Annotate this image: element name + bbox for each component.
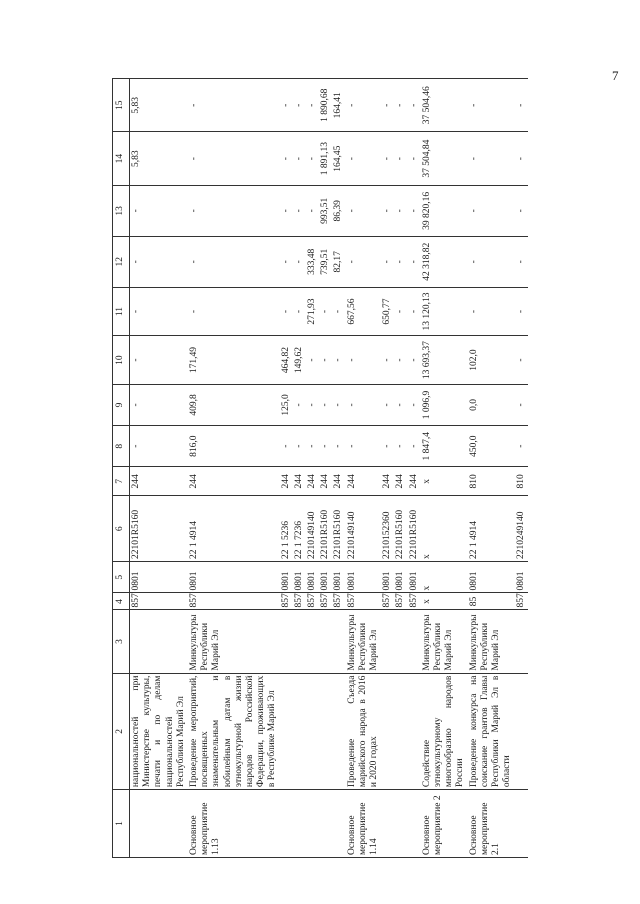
table-cell: - xyxy=(332,336,345,385)
table-cell: национальностей при Министерстве культуры, печати и по делам национальностей Республики Марий Эл xyxy=(130,673,189,789)
table-cell: 650,77 xyxy=(381,287,394,336)
table-cell: - xyxy=(306,384,319,425)
table-cell: - xyxy=(515,79,528,132)
table-cell: - xyxy=(188,236,280,287)
table-cell: - xyxy=(306,185,319,236)
table-cell: - xyxy=(394,336,407,385)
table-cell xyxy=(280,673,293,789)
table-cell: - xyxy=(280,185,293,236)
table-cell: - xyxy=(188,79,280,132)
table-cell xyxy=(130,610,189,673)
table-cell: - xyxy=(280,132,293,185)
table-cell: 171,49 xyxy=(188,336,280,385)
table-cell: - xyxy=(515,185,528,236)
table-cell: 2210152360 xyxy=(381,496,394,562)
table-cell: 857 xyxy=(280,593,293,610)
table-cell: - xyxy=(515,236,528,287)
table-cell: 149,62 xyxy=(293,336,306,385)
column-header: 1 xyxy=(113,790,130,858)
table-cell xyxy=(280,790,293,858)
table-cell: - xyxy=(293,384,306,425)
table-cell: - xyxy=(130,336,189,385)
table-cell xyxy=(515,673,528,789)
table-cell: 0801 xyxy=(515,561,528,593)
table-body xyxy=(130,79,528,858)
table-cell: 271,93 xyxy=(306,287,319,336)
table-cell: 0801 xyxy=(381,561,394,593)
table-cell xyxy=(381,610,394,673)
table-cell: - xyxy=(468,132,515,185)
table-cell: 857 xyxy=(515,593,528,610)
table-cell: - xyxy=(515,132,528,185)
table-cell: - xyxy=(394,236,407,287)
table-cell: 22101R5160 xyxy=(319,496,332,562)
table-cell: 0801 xyxy=(306,561,319,593)
table-cell: 0801 xyxy=(408,561,421,593)
table-cell: Основное мероприятие 2.1 xyxy=(468,790,515,858)
table-cell: - xyxy=(468,79,515,132)
table-cell: - xyxy=(293,79,306,132)
table-cell: 22 1 4914 xyxy=(188,496,280,562)
table-cell: - xyxy=(515,384,528,425)
column-header: 4 xyxy=(113,593,130,610)
table-cell: 13 120,13 xyxy=(421,287,468,336)
table-cell: - xyxy=(319,384,332,425)
table-cell: - xyxy=(408,236,421,287)
table-cell: 0801 xyxy=(188,561,280,593)
table-cell: - xyxy=(515,426,528,467)
table-cell: 0801 xyxy=(130,561,189,593)
table-cell: Минкультуры Республики Марий Эл xyxy=(346,610,382,673)
table-cell: 667,56 xyxy=(346,287,382,336)
table-cell: 244 xyxy=(130,467,189,496)
table-cell: Проведение Съезда марийского народа в 2016 и 2020 годах xyxy=(346,673,382,789)
table-cell: - xyxy=(319,287,332,336)
table-cell xyxy=(394,610,407,673)
table-cell: - xyxy=(293,287,306,336)
table-cell: 409,8 xyxy=(188,384,280,425)
table-cell: Содействие этнокультурному многообразию народов России xyxy=(421,673,468,789)
table-cell: 244 xyxy=(319,467,332,496)
table-cell xyxy=(293,790,306,858)
table-cell: - xyxy=(306,79,319,132)
table-cell xyxy=(332,790,345,858)
table-cell: 244 xyxy=(306,467,319,496)
table-cell: Основное мероприятие 2 xyxy=(421,790,468,858)
table-cell: - xyxy=(332,384,345,425)
table-cell: - xyxy=(381,336,394,385)
table-cell: - xyxy=(280,236,293,287)
table-cell xyxy=(280,610,293,673)
table-cell: - xyxy=(408,287,421,336)
table-cell: - xyxy=(293,132,306,185)
table-cell xyxy=(306,610,319,673)
table-cell: - xyxy=(468,185,515,236)
table-cell: - xyxy=(515,287,528,336)
table-cell: 810 xyxy=(468,467,515,496)
table-cell xyxy=(408,673,421,789)
table-cell: 37 504,84 xyxy=(421,132,468,185)
table-cell: 85 xyxy=(468,593,515,610)
column-header: 9 xyxy=(113,384,130,425)
table-cell: 993,51 xyxy=(319,185,332,236)
table-cell: - xyxy=(394,287,407,336)
table-cell: 244 xyxy=(346,467,382,496)
table-cell: 22 1 4914 xyxy=(468,496,515,562)
table-cell: 739,51 xyxy=(319,236,332,287)
table-cell xyxy=(319,610,332,673)
table-cell: 244 xyxy=(408,467,421,496)
table-cell: 2210149140 xyxy=(346,496,382,562)
column-header: 15 xyxy=(113,79,130,132)
column-header: 10 xyxy=(113,336,130,385)
table-cell: - xyxy=(408,384,421,425)
table-cell: - xyxy=(306,336,319,385)
table-cell xyxy=(332,610,345,673)
table-cell: - xyxy=(515,336,528,385)
table-cell: x xyxy=(421,496,468,562)
table-cell: 5,83 xyxy=(130,132,189,185)
column-header: 2 xyxy=(113,673,130,789)
table-cell: 857 xyxy=(306,593,319,610)
table-cell: Минкультуры Республики Марий Эл xyxy=(468,610,515,673)
table-cell xyxy=(408,790,421,858)
table-cell: - xyxy=(280,426,293,467)
table-cell: 816,0 xyxy=(188,426,280,467)
column-header: 8 xyxy=(113,426,130,467)
budget-table xyxy=(112,78,528,858)
table-cell: 857 xyxy=(319,593,332,610)
table-cell: Минкультуры Республики Марий Эл xyxy=(421,610,468,673)
table-cell: 857 xyxy=(346,593,382,610)
table-cell xyxy=(381,673,394,789)
table-cell: - xyxy=(130,287,189,336)
table-cell: 1 847,4 xyxy=(421,426,468,467)
table-cell: 37 504,46 xyxy=(421,79,468,132)
table-cell: 22 1 7236 xyxy=(293,496,306,562)
table-cell: - xyxy=(130,426,189,467)
table-cell: 125,0 xyxy=(280,384,293,425)
table-cell xyxy=(381,790,394,858)
table-cell: 22101R5160 xyxy=(394,496,407,562)
table-cell: - xyxy=(381,185,394,236)
table-cell: - xyxy=(394,185,407,236)
table-cell: - xyxy=(346,236,382,287)
column-header: 6 xyxy=(113,496,130,562)
table-cell: 1 890,68 xyxy=(319,79,332,132)
table-cell: - xyxy=(319,426,332,467)
table-cell xyxy=(130,790,189,858)
table-cell: 857 xyxy=(408,593,421,610)
table-cell xyxy=(293,673,306,789)
table-cell: 244 xyxy=(280,467,293,496)
table-cell: - xyxy=(332,426,345,467)
page-number: 7 xyxy=(612,68,619,83)
column-header: 11 xyxy=(113,287,130,336)
table-cell: - xyxy=(381,236,394,287)
table-cell xyxy=(319,790,332,858)
table-cell: 857 xyxy=(293,593,306,610)
table-cell: - xyxy=(381,79,394,132)
table-cell xyxy=(394,790,407,858)
table-cell: - xyxy=(408,426,421,467)
table-cell: Основное мероприятие 1.13 xyxy=(188,790,280,858)
table-cell: - xyxy=(381,384,394,425)
table-cell: - xyxy=(306,132,319,185)
table-cell: - xyxy=(394,426,407,467)
table-cell xyxy=(394,673,407,789)
table-cell: - xyxy=(381,132,394,185)
table-cell: 82,17 xyxy=(332,236,345,287)
table-cell: 22101R5160 xyxy=(408,496,421,562)
table-cell: Минкультуры Республики Марий Эл xyxy=(188,610,280,673)
table-cell: - xyxy=(293,236,306,287)
column-header: 14 xyxy=(113,132,130,185)
table-cell: - xyxy=(408,336,421,385)
table-cell: 42 318,82 xyxy=(421,236,468,287)
column-header: 5 xyxy=(113,561,130,593)
table-cell xyxy=(306,790,319,858)
table-cell: 857 xyxy=(394,593,407,610)
table-cell: 13 693,37 xyxy=(421,336,468,385)
table-cell: 164,45 xyxy=(332,132,345,185)
table-cell xyxy=(319,673,332,789)
table-cell: 0801 xyxy=(319,561,332,593)
table-cell: 857 xyxy=(130,593,189,610)
table-cell: 0801 xyxy=(468,561,515,593)
rotated-table-wrapper xyxy=(112,78,632,858)
table-cell: x xyxy=(421,467,468,496)
table-cell: 857 xyxy=(332,593,345,610)
table-cell: 810 xyxy=(515,467,528,496)
table-cell xyxy=(306,673,319,789)
table-cell: - xyxy=(346,336,382,385)
table-cell: 1 096,9 xyxy=(421,384,468,425)
table-cell: - xyxy=(319,336,332,385)
table-cell: - xyxy=(346,132,382,185)
table-cell: - xyxy=(188,132,280,185)
table-cell: 22 1 5236 xyxy=(280,496,293,562)
table-cell: x xyxy=(421,593,468,610)
table-cell: 244 xyxy=(394,467,407,496)
table-cell: 0801 xyxy=(280,561,293,593)
table-cell xyxy=(332,673,345,789)
table-cell: 164,41 xyxy=(332,79,345,132)
table-cell: - xyxy=(346,185,382,236)
table-cell: 0801 xyxy=(293,561,306,593)
table-cell: - xyxy=(188,185,280,236)
table-cell: 857 xyxy=(381,593,394,610)
column-header: 3 xyxy=(113,610,130,673)
table-cell: - xyxy=(394,132,407,185)
table-cell xyxy=(408,610,421,673)
table-cell: 1 891,13 xyxy=(319,132,332,185)
table-cell: - xyxy=(332,287,345,336)
table-cell: 22101R5160 xyxy=(130,496,189,562)
table-cell: - xyxy=(408,185,421,236)
table-cell: - xyxy=(346,79,382,132)
table-cell: Проведение мероприятий, посвященных знаменательным и юбилейным датам в этнокультурной жизни народов Российской Федерации, проживающих в Республике Марий Эл xyxy=(188,673,280,789)
table-cell: Основное мероприятие 1.14 xyxy=(346,790,382,858)
table-cell: 39 820,16 xyxy=(421,185,468,236)
table-cell: - xyxy=(468,287,515,336)
table-cell: - xyxy=(408,132,421,185)
table-cell: - xyxy=(408,79,421,132)
table-cell: Проведение конкурса на соискание грантов Главы Республики Марий Эл в области xyxy=(468,673,515,789)
table-cell: - xyxy=(346,426,382,467)
table-cell: - xyxy=(130,384,189,425)
table-cell: - xyxy=(381,426,394,467)
table-cell: 857 xyxy=(188,593,280,610)
table-cell: 244 xyxy=(332,467,345,496)
table-cell: - xyxy=(293,426,306,467)
table-cell: - xyxy=(293,185,306,236)
table-cell: 22101R5160 xyxy=(332,496,345,562)
column-header: 13 xyxy=(113,185,130,236)
table-cell: - xyxy=(394,384,407,425)
table-cell: 5,83 xyxy=(130,79,189,132)
table-cell xyxy=(515,610,528,673)
table-cell: 333,48 xyxy=(306,236,319,287)
table-cell: 86,39 xyxy=(332,185,345,236)
table-cell: 0801 xyxy=(394,561,407,593)
table-cell: - xyxy=(130,236,189,287)
table-cell: 0801 xyxy=(332,561,345,593)
table-cell: - xyxy=(306,426,319,467)
table-cell: 0801 xyxy=(346,561,382,593)
table-cell: 450,0 xyxy=(468,426,515,467)
column-header: 12 xyxy=(113,236,130,287)
table-cell: - xyxy=(394,79,407,132)
table-cell: x xyxy=(421,561,468,593)
column-number-row xyxy=(113,79,130,858)
table-cell: - xyxy=(346,384,382,425)
table-cell xyxy=(515,790,528,858)
table-cell: - xyxy=(188,287,280,336)
table-cell: 244 xyxy=(188,467,280,496)
table-cell xyxy=(293,610,306,673)
table-cell: - xyxy=(468,236,515,287)
table-cell: 464,82 xyxy=(280,336,293,385)
table-cell: 102,0 xyxy=(468,336,515,385)
table-cell: - xyxy=(130,185,189,236)
table-cell: 2210249140 xyxy=(515,496,528,562)
table-cell: 0,0 xyxy=(468,384,515,425)
table-cell: - xyxy=(280,287,293,336)
column-header: 7 xyxy=(113,467,130,496)
table-cell: 2210149140 xyxy=(306,496,319,562)
table-cell: 244 xyxy=(381,467,394,496)
table-cell: 244 xyxy=(293,467,306,496)
table-cell: - xyxy=(280,79,293,132)
